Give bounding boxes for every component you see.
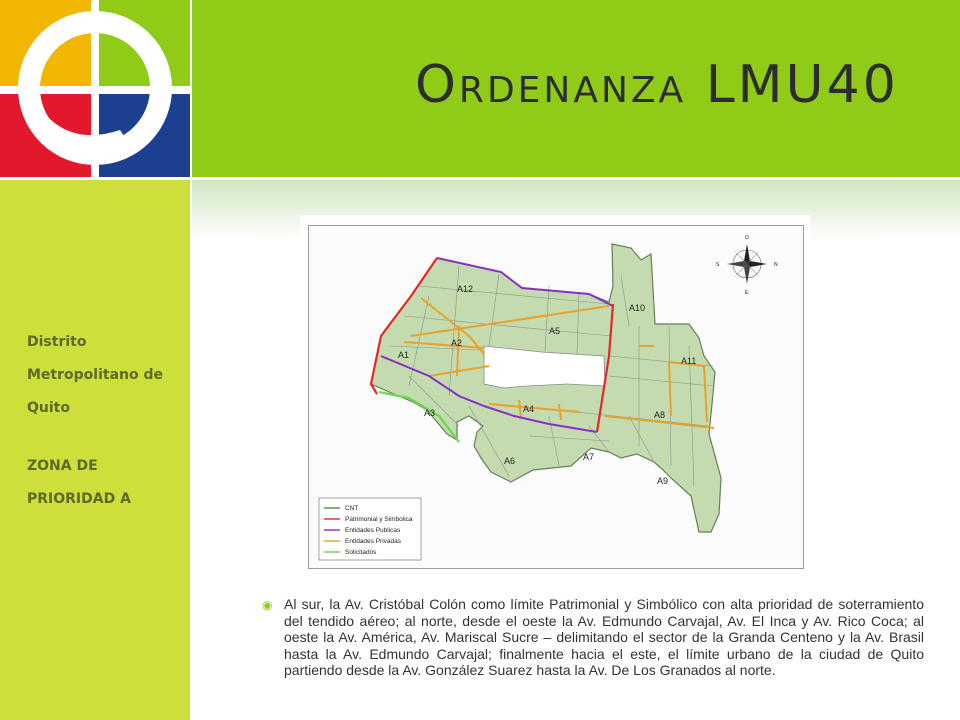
sidebar-line-4: ZONA DE: [27, 458, 98, 474]
compass-label-o: O: [745, 235, 749, 241]
bullet-icon: ◉: [262, 598, 273, 612]
legend-label-private: Entidades Privadas: [345, 538, 402, 545]
sidebar-line-2: Metropolitano de: [27, 367, 163, 383]
compass-icon: [716, 235, 778, 296]
zone-label-a8: A8: [654, 410, 666, 420]
sidebar-line-5: PRIORIDAD A: [27, 491, 131, 507]
slide-title: [415, 55, 935, 115]
body-paragraph: Al sur, la Av. Cristóbal Colón como límite Patrimonial y Simbólico con alta prioridad de soterramiento del tendido aéreo; al norte, desde el oeste la Av. Edmundo Carvajal, Av. El Inca y Av. Rico Coca; al oeste la Av. América, Av. Mariscal Sucre – delimitando el sector de la Granda Centeno y la Av. Brasil hasta la Av. Edmundo Carvajal; finalmente hacia el este, el límite urbano de la ciudad de Quito partiendo desde la Av. González Suarez hasta la Av. De Los Granados al norte.: [284, 596, 924, 678]
zone-label-a1: A1: [398, 350, 410, 360]
legend-label-public: Entidades Publicas: [345, 527, 401, 534]
sidebar-line-1: Distrito: [27, 334, 87, 350]
legend-label-cnt: CNT: [345, 505, 359, 512]
zone-label-a5: A5: [549, 326, 561, 336]
map-legend: [319, 498, 421, 560]
zone-label-a2: A2: [451, 338, 463, 348]
compass-label-s: S: [716, 262, 720, 268]
map-svg: [309, 226, 803, 568]
map-panel: [308, 225, 804, 569]
legend-label-patrimonial: Patrimonial y Simbolica: [345, 516, 413, 523]
zone-label-a4: A4: [523, 404, 535, 414]
compass-label-e: E: [745, 290, 749, 296]
zone-label-a9: A9: [657, 476, 669, 486]
zone-map: [300, 215, 810, 573]
zone-label-a10: A10: [629, 303, 646, 313]
zone-label-a12: A12: [457, 284, 474, 294]
sidebar-line-3: Quito: [27, 400, 70, 416]
compass-label-n: N: [774, 262, 778, 268]
zone-label-a7: A7: [583, 452, 595, 462]
zone-label-a6: A6: [504, 456, 516, 466]
zone-label-a11: A11: [681, 356, 697, 366]
legend-label-requested: Solicitados: [345, 549, 377, 556]
map-territory: [371, 244, 721, 532]
logo: [0, 0, 190, 177]
title-text: Ordenanza LMU40: [415, 55, 899, 115]
zone-label-a3: A3: [424, 408, 436, 418]
